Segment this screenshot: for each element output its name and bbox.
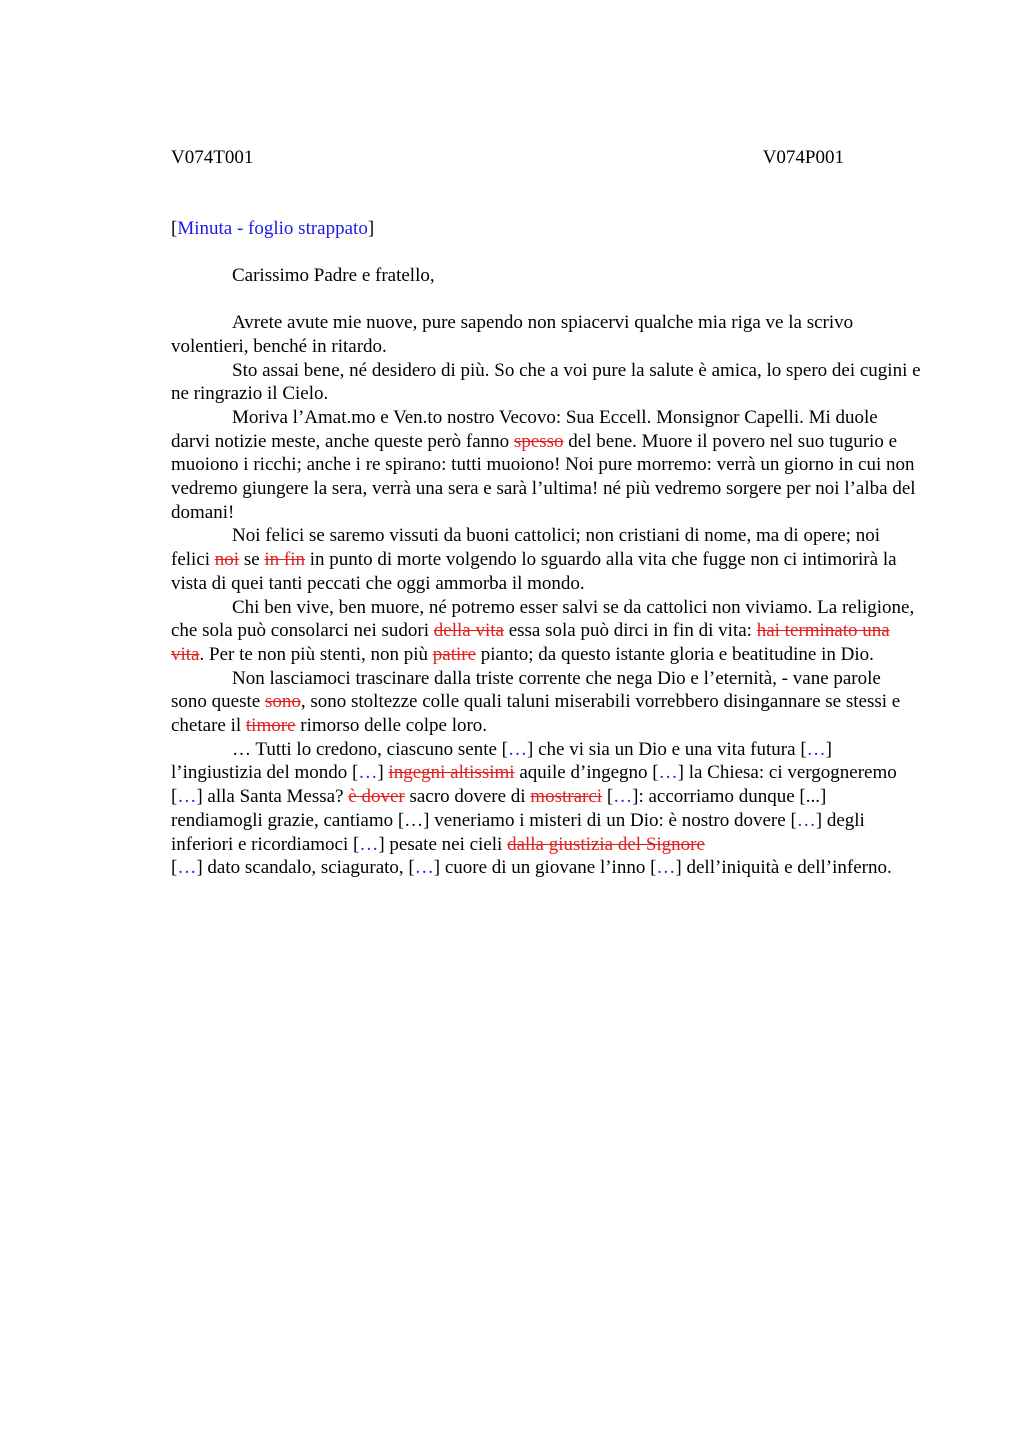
ellipsis-mark: […] bbox=[171, 857, 203, 879]
deleted-text: noi bbox=[214, 549, 240, 571]
deleted-text: hai terminato una vita bbox=[171, 620, 890, 665]
ellipsis-mark: […] bbox=[397, 809, 430, 831]
ellipsis-mark: […] bbox=[408, 857, 441, 879]
ellipsis-mark: […] bbox=[501, 738, 534, 760]
paragraph-4: Noi felici se saremo vissuti da buoni cattolici; non cristiani di nome, ma di opere; noi felici noi se in fin in punto di morte volgendo lo sguardo alla vita che fugge non ci intimorirà la vista di quei tanti peccati che oggi ammorba il mondo. bbox=[171, 525, 897, 594]
right-code: V074P001 bbox=[762, 147, 844, 168]
ellipsis-plain: [...] bbox=[799, 786, 827, 808]
deleted-text: timore bbox=[245, 715, 296, 737]
paragraph-2: Sto assai bene, né desidero di più. So che a voi pure la salute è amica, lo spero dei cugini e ne ringrazio il Cielo. bbox=[171, 359, 921, 405]
deleted-text: spesso bbox=[513, 430, 564, 452]
paragraph-7: … Tutti lo credono, ciascuno sente […] che vi sia un Dio e una vita futura […] l’ingiustizia del mondo […] ingegni altissimi aquile d’ingegno […] la Chiesa: ci vergogneremo […] alla Santa Messa? è dover sacro dovere di mostrarci […]: accorriamo dunque [...] rendiamogli grazie, cantiamo […] veneriamo i misteri di un Dio: è nostro dovere […] degli inferiori e ricordiamoci […] pesate nei cieli dalla giustizia del Signore […] dato scandalo, sciagurato, […] cuore di un giovane l’inno […] dell’iniquità e dell’inferno. bbox=[171, 738, 897, 879]
ellipsis-mark: […] bbox=[171, 786, 203, 808]
ellipsis-mark: […] bbox=[650, 857, 682, 879]
deleted-text: della vita bbox=[433, 620, 504, 642]
deleted-text: dalla giustizia del Signore bbox=[507, 833, 705, 855]
header bbox=[171, 146, 844, 170]
ellipsis-mark: […] bbox=[353, 833, 385, 855]
ellipsis-mark: […] bbox=[800, 738, 832, 760]
deleted-text: sono bbox=[264, 691, 301, 713]
deleted-text: è dover bbox=[348, 786, 405, 808]
ellipsis-mark: […] bbox=[652, 762, 684, 784]
note-text: Minuta - foglio strappato bbox=[177, 217, 368, 239]
deleted-text: in fin bbox=[264, 549, 306, 571]
document-page bbox=[171, 146, 921, 880]
paragraph-5: Chi ben vive, ben muore, né potremo esser salvi se da cattolici non viviamo. La religione, che sola può consolarci nei sudori della vita essa sola può dirci in fin di vita: hai terminato una vita. Per te non più stenti, non più patire pianto; da questo istante gloria e beatitudine in Dio. bbox=[171, 596, 915, 665]
ellipsis-mark: […] bbox=[790, 809, 823, 831]
paragraph-3: Moriva l’Amat.mo e Ven.to nostro Vecovo: Sua Eccell. Monsignor Capelli. Mi duole darvi notizie meste, anche queste però fanno spesso del bene. Muore il povero nel suo tugurio e muoiono i ricchi; anche i re spirano: tutti muoiono! Noi pure morremo: verrà un giorno in cui non vedremo giungere la sera, verrà una sera e sarà l’ultima! né più vedremo sorgere per noi l’alba del domani! bbox=[171, 406, 916, 523]
editorial-note: [Minuta - foglio strappato] bbox=[171, 217, 375, 239]
paragraph-1: Avrete avute mie nuove, pure sapendo non spiacervi qualche mia riga ve la scrivo volentieri, benché in ritardo. bbox=[171, 312, 854, 357]
deleted-text: ingegni altissimi bbox=[388, 762, 515, 784]
deleted-text: patire bbox=[432, 643, 477, 665]
salutation: Carissimo Padre e fratello, bbox=[232, 265, 435, 287]
paragraph-6: Non lasciamoci trascinare dalla triste corrente che nega Dio e l’eternità, - vane parole sono queste sono, sono stoltezze colle quali taluni miserabili vorrebbero disingannare se stessi e chetare il timore rimorso delle colpe loro. bbox=[171, 667, 901, 737]
left-code: V074T001 bbox=[171, 147, 254, 168]
ellipsis-mark: […] bbox=[352, 762, 384, 784]
deleted-text: mostrarci bbox=[530, 786, 603, 808]
ellipsis-mark: […] bbox=[606, 786, 639, 808]
